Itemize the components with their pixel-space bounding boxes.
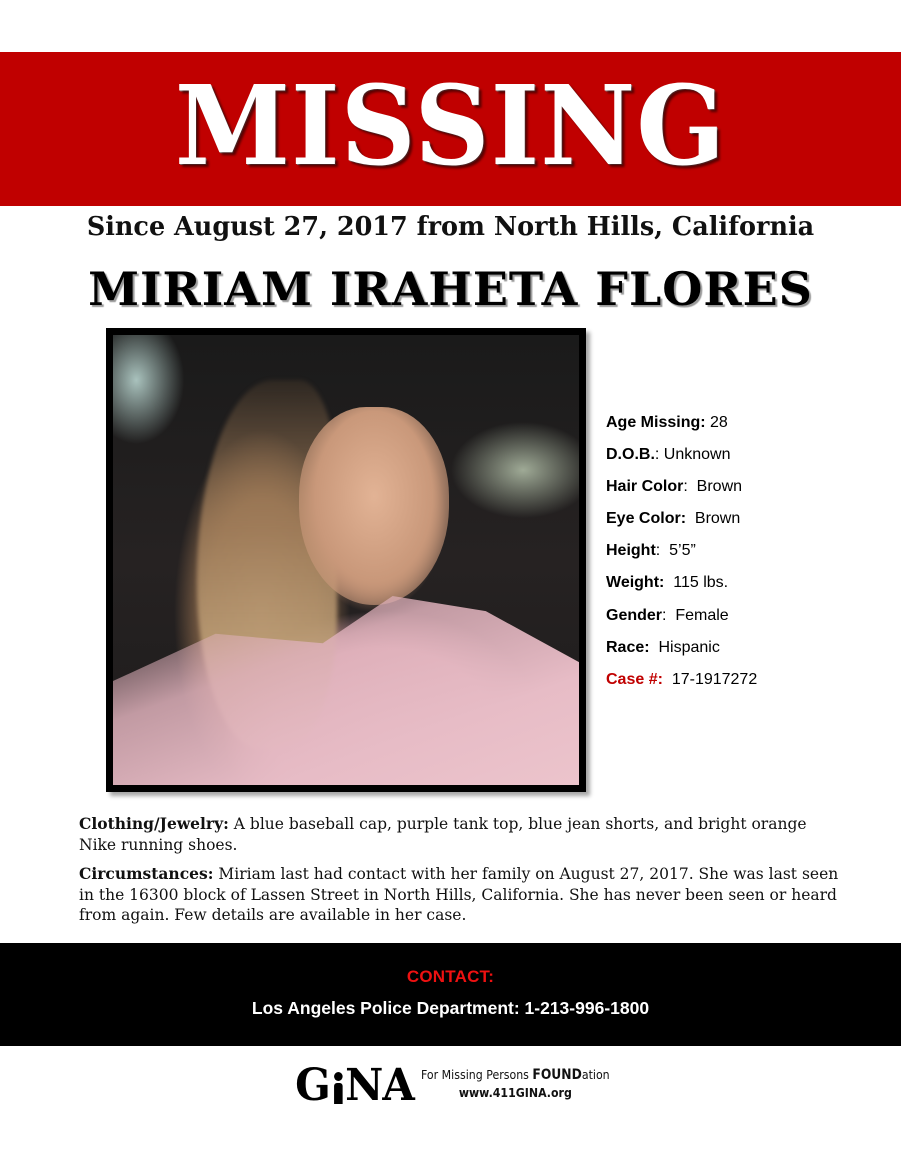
- info-value: : 5’5”: [655, 542, 696, 560]
- info-label: Gender: [606, 606, 663, 624]
- info-case-number: [606, 668, 886, 700]
- missing-banner: [0, 52, 901, 206]
- missing-since-subtitle: Since August 27, 2017 from North Hills, California: [86, 212, 815, 242]
- contact-bar: [0, 943, 901, 1046]
- case-details: [79, 814, 839, 935]
- photo-face-shape: [299, 407, 448, 605]
- person-name-heading: MIRIAM IRAHETA FLORES: [88, 262, 813, 316]
- info-value: : Brown: [683, 478, 743, 496]
- info-label: Hair Color: [606, 478, 684, 496]
- banner-title: MISSING: [174, 60, 727, 191]
- info-label: Race:: [606, 638, 650, 656]
- info-hair-color: [606, 475, 886, 507]
- info-label: Age Missing:: [606, 414, 706, 431]
- person-figure-icon: [331, 1072, 344, 1104]
- person-details-list: [606, 411, 886, 700]
- clothing-label: Clothing/Jewelry:: [79, 814, 229, 833]
- logo-letters-na: NA: [345, 1060, 414, 1111]
- logo-tagline: [421, 1066, 610, 1084]
- logo-website-url: www.411GINA.org: [458, 1084, 572, 1100]
- info-label: D.O.B.: [606, 446, 655, 464]
- contact-phone-line: Los Angeles Police Department: 1-213-996-1800: [251, 998, 650, 1018]
- tagline-suffix: ation: [581, 1066, 610, 1082]
- tagline-found: FOUND: [532, 1066, 582, 1083]
- info-value: 28: [705, 414, 728, 431]
- gina-foundation-logo: [292, 1060, 635, 1111]
- logo-letter-g: G: [295, 1060, 330, 1111]
- info-gender: [606, 604, 886, 636]
- info-age-missing: [606, 411, 886, 443]
- photo-shirt-shape: [113, 596, 579, 785]
- photo-frame: [106, 328, 586, 792]
- circumstances-label: Circumstances:: [79, 864, 214, 883]
- logo-tagline-block: [421, 1066, 610, 1101]
- info-value: Brown: [686, 510, 741, 528]
- clothing-paragraph: [79, 814, 839, 855]
- info-label: Weight:: [606, 574, 665, 592]
- info-value: Hispanic: [649, 638, 720, 656]
- info-dob: [606, 443, 886, 475]
- info-value: : Female: [662, 606, 729, 624]
- info-value: 115 lbs.: [664, 574, 729, 592]
- info-race: [606, 636, 886, 668]
- circumstances-text: Miriam last had contact with her family on August 27, 2017. She was last seen in the 16300 block of Lassen Street in North Hills, California. She has never been seen or heard from again. Few details are available in her case.: [79, 865, 839, 924]
- info-value: : Unknown: [654, 446, 731, 464]
- info-weight: [606, 571, 886, 603]
- info-eye-color: [606, 507, 886, 539]
- clothing-text: A blue baseball cap, purple tank top, blue jean shorts, and bright orange Nike running shoes.: [79, 815, 807, 854]
- tagline-prefix: For Missing Persons: [420, 1066, 533, 1082]
- gina-wordmark: [295, 1060, 414, 1111]
- info-value: 17-1917272: [662, 670, 758, 688]
- info-label: Height: [606, 542, 656, 560]
- info-height: [606, 539, 886, 571]
- contact-title: CONTACT:: [406, 967, 495, 986]
- info-label: Eye Color:: [606, 510, 687, 528]
- missing-person-photo: [113, 335, 579, 785]
- circumstances-paragraph: [79, 864, 839, 926]
- info-label: Case #:: [606, 670, 663, 688]
